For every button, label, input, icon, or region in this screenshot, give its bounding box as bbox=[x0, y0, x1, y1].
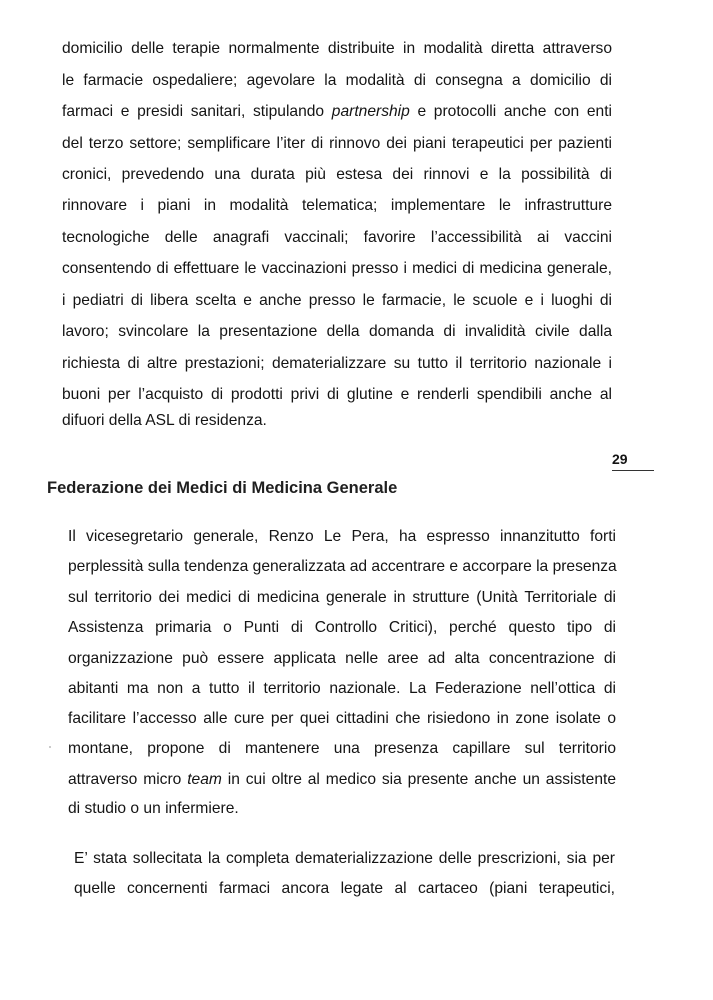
text-line: difuori della ASL di residenza. bbox=[62, 412, 267, 429]
text-line: organizzazione può essere applicata nelle aree ad alta concentrazione di bbox=[68, 650, 616, 667]
text-line: i pediatri di libera scelta e anche presso le farmacie, le scuole e i luoghi di bbox=[62, 292, 612, 309]
section-heading: Federazione dei Medici di Medicina Generale bbox=[47, 479, 398, 497]
text-line: Assistenza primaria o Punti di Controllo Critici), perché questo tipo di bbox=[68, 619, 616, 636]
text-line: consentendo di effettuare le vaccinazioni presso i medici di medicina generale, bbox=[62, 260, 612, 277]
text-line: le farmacie ospedaliere; agevolare la modalità di consegna a domicilio di bbox=[62, 72, 612, 89]
text-line: rinnovare i piani in modalità telematica; implementare le infrastrutture bbox=[62, 197, 612, 214]
text-line: domicilio delle terapie normalmente distribuite in modalità diretta attraverso bbox=[62, 40, 612, 57]
text-line: tecnologiche delle anagrafi vaccinali; favorire l’accessibilità ai vaccini bbox=[62, 229, 612, 246]
text-line: farmaci e presidi sanitari, stipulando partnership e protocolli anche con enti bbox=[62, 103, 612, 120]
page-number-rule bbox=[612, 470, 654, 471]
text-line: facilitare l’accesso alle cure per quei cittadini che risiedono in zone isolate o bbox=[68, 710, 616, 727]
page-number: 29 bbox=[612, 451, 628, 467]
text-line: Il vicesegretario generale, Renzo Le Pera, ha espresso innanzitutto forti bbox=[68, 528, 616, 545]
text-line: attraverso micro team in cui oltre al medico sia presente anche un assistente bbox=[68, 771, 616, 788]
text-line: quelle concernenti farmaci ancora legate al cartaceo (piani terapeutici, bbox=[74, 880, 615, 897]
text-line: buoni per l’acquisto di prodotti privi di glutine e renderli spendibili anche al bbox=[62, 386, 612, 403]
text-line: richiesta di altre prestazioni; dematerializzare su tutto il territorio nazionale i bbox=[62, 355, 612, 372]
text-line: del terzo settore; semplificare l’iter di rinnovo dei piani terapeutici per pazienti bbox=[62, 135, 612, 152]
text-line: di studio o un infermiere. bbox=[68, 800, 239, 817]
text-line: lavoro; svincolare la presentazione della domanda di invalidità civile dalla bbox=[62, 323, 612, 340]
scan-speck bbox=[49, 746, 51, 748]
text-line: perplessità sulla tendenza generalizzata ad accentrare e accorpare la presenza bbox=[68, 558, 617, 575]
text-line: cronici, prevedendo una durata più estesa dei rinnovi e la possibilità di bbox=[62, 166, 612, 183]
text-line: E’ stata sollecitata la completa dematerializzazione delle prescrizioni, sia per bbox=[74, 850, 615, 867]
italic-term: team bbox=[187, 771, 222, 788]
text-line: abitanti ma non a tutto il territorio nazionale. La Federazione nell’ottica di bbox=[68, 680, 616, 697]
text-line: sul territorio dei medici di medicina generale in strutture (Unità Territoriale di bbox=[68, 589, 616, 606]
text-line: montane, propone di mantenere una presenza capillare sul territorio bbox=[68, 740, 616, 757]
italic-term: partnership bbox=[331, 103, 410, 120]
